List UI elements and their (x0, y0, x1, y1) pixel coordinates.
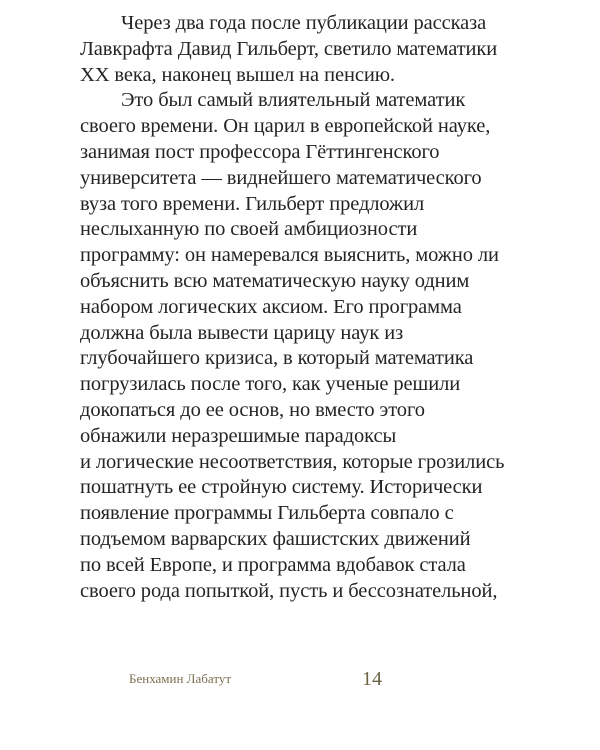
text-line: обнажили неразрешимые парадоксы (80, 424, 397, 447)
page-number: 14 (362, 668, 382, 690)
text-line: университета — виднейшего математического (80, 166, 482, 189)
text-line: пошатнуть ее стройную систему. Исторически (80, 476, 483, 499)
text-line: вуза того времени. Гильберт предложил (80, 192, 425, 215)
text-line: докопаться до ее основ, но вместо этого (80, 398, 425, 421)
text-line: по всей Европе, и программа вдобавок стала (80, 553, 466, 576)
text-line: объяснить всю математическую науку одним (80, 269, 470, 292)
text-line: и логические несоответствия, которые грозились (80, 450, 505, 473)
footer-author: Бенхамин Лабатут (129, 671, 232, 686)
text-line: программу: он намеревался выяснить, можно ли (80, 244, 499, 267)
text-line: неслыханную по своей амбициозности (80, 218, 418, 241)
text-line: своего времени. Он царил в европейской науке, (80, 115, 491, 138)
text-line: Это был самый влиятельный математик (121, 89, 466, 112)
text-line: должна была вывести царицу наук из (80, 321, 404, 344)
text-line: появление программы Гильберта совпало с (80, 502, 454, 525)
text-line: подъемом варварских фашистских движений (80, 527, 471, 550)
body-text (80, 11, 550, 604)
text-line: Через два года после публикации рассказа (121, 12, 487, 34)
text-line: набором логических аксиом. Его программа (80, 295, 462, 318)
text-line: погрузилась после того, как ученые решили (80, 373, 461, 396)
text-line: своего рода попыткой, пусть и бессознательной, (80, 579, 498, 602)
text-line: глубочайшего кризиса, в который математика (80, 347, 474, 370)
text-line: XX века, наконец вышел на пенсию. (80, 63, 395, 86)
text-line: Лавкрафта Давид Гильберт, светило математики (80, 37, 498, 60)
text-line: занимая пост профессора Гёттингенского (80, 140, 440, 163)
